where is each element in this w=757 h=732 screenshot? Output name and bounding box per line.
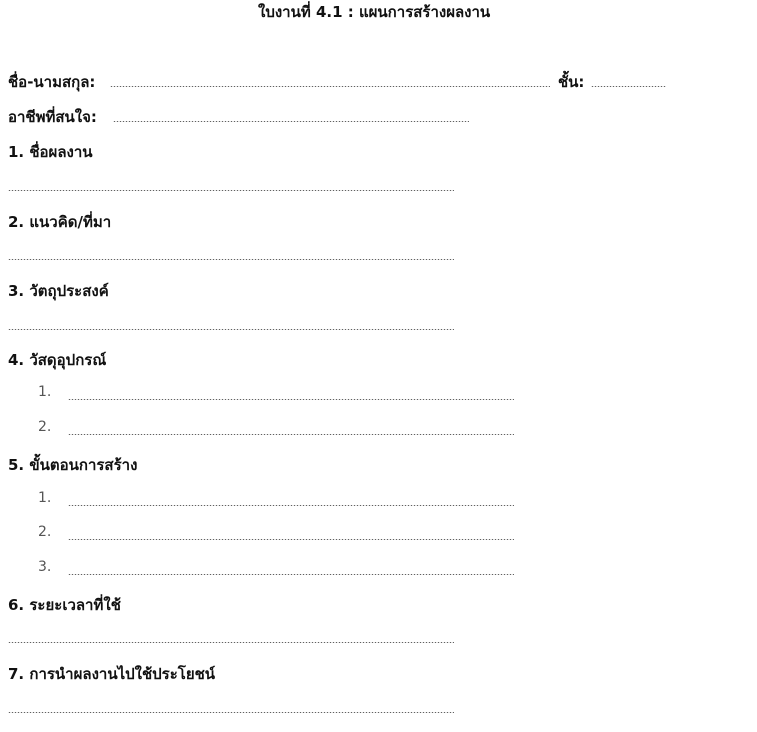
career-field-line[interactable] xyxy=(113,121,469,122)
list-item-line[interactable] xyxy=(68,399,514,400)
section-title-concept: 2. แนวคิด/ที่มา xyxy=(8,213,112,231)
answer-line[interactable] xyxy=(8,259,454,260)
list-item-number: 1. xyxy=(38,384,52,400)
class-field-line[interactable] xyxy=(591,86,666,87)
list-item-line[interactable] xyxy=(68,574,514,575)
list-item-number: 2. xyxy=(38,524,52,540)
list-item-line[interactable] xyxy=(68,505,514,506)
list-item-number: 2. xyxy=(38,419,52,435)
class-label: ชั้น: xyxy=(558,73,585,91)
list-item-number: 3. xyxy=(38,559,52,575)
name-label: ชื่อ-นามสกุล: xyxy=(8,73,96,91)
list-item-line[interactable] xyxy=(68,434,514,435)
section-title-usage: 7. การนำผลงานไปใช้ประโยชน์ xyxy=(8,665,216,683)
list-item-number: 1. xyxy=(38,490,52,506)
section-title-materials: 4. วัสดุอุปกรณ์ xyxy=(8,351,107,369)
list-item-line[interactable] xyxy=(68,539,514,540)
answer-line[interactable] xyxy=(8,329,454,330)
section-title-duration: 6. ระยะเวลาที่ใช้ xyxy=(8,596,121,614)
section-title-work-name: 1. ชื่อผลงาน xyxy=(8,143,93,161)
answer-line[interactable] xyxy=(8,642,454,643)
worksheet-title: ใบงานที่ 4.1 : แผนการสร้างผลงาน xyxy=(258,3,491,21)
answer-line[interactable] xyxy=(8,712,454,713)
section-title-objective: 3. วัตถุประสงค์ xyxy=(8,282,109,300)
name-field-line[interactable] xyxy=(110,86,550,87)
section-title-steps: 5. ขั้นตอนการสร้าง xyxy=(8,456,138,474)
answer-line[interactable] xyxy=(8,190,454,191)
career-label: อาชีพที่สนใจ: xyxy=(8,108,97,126)
